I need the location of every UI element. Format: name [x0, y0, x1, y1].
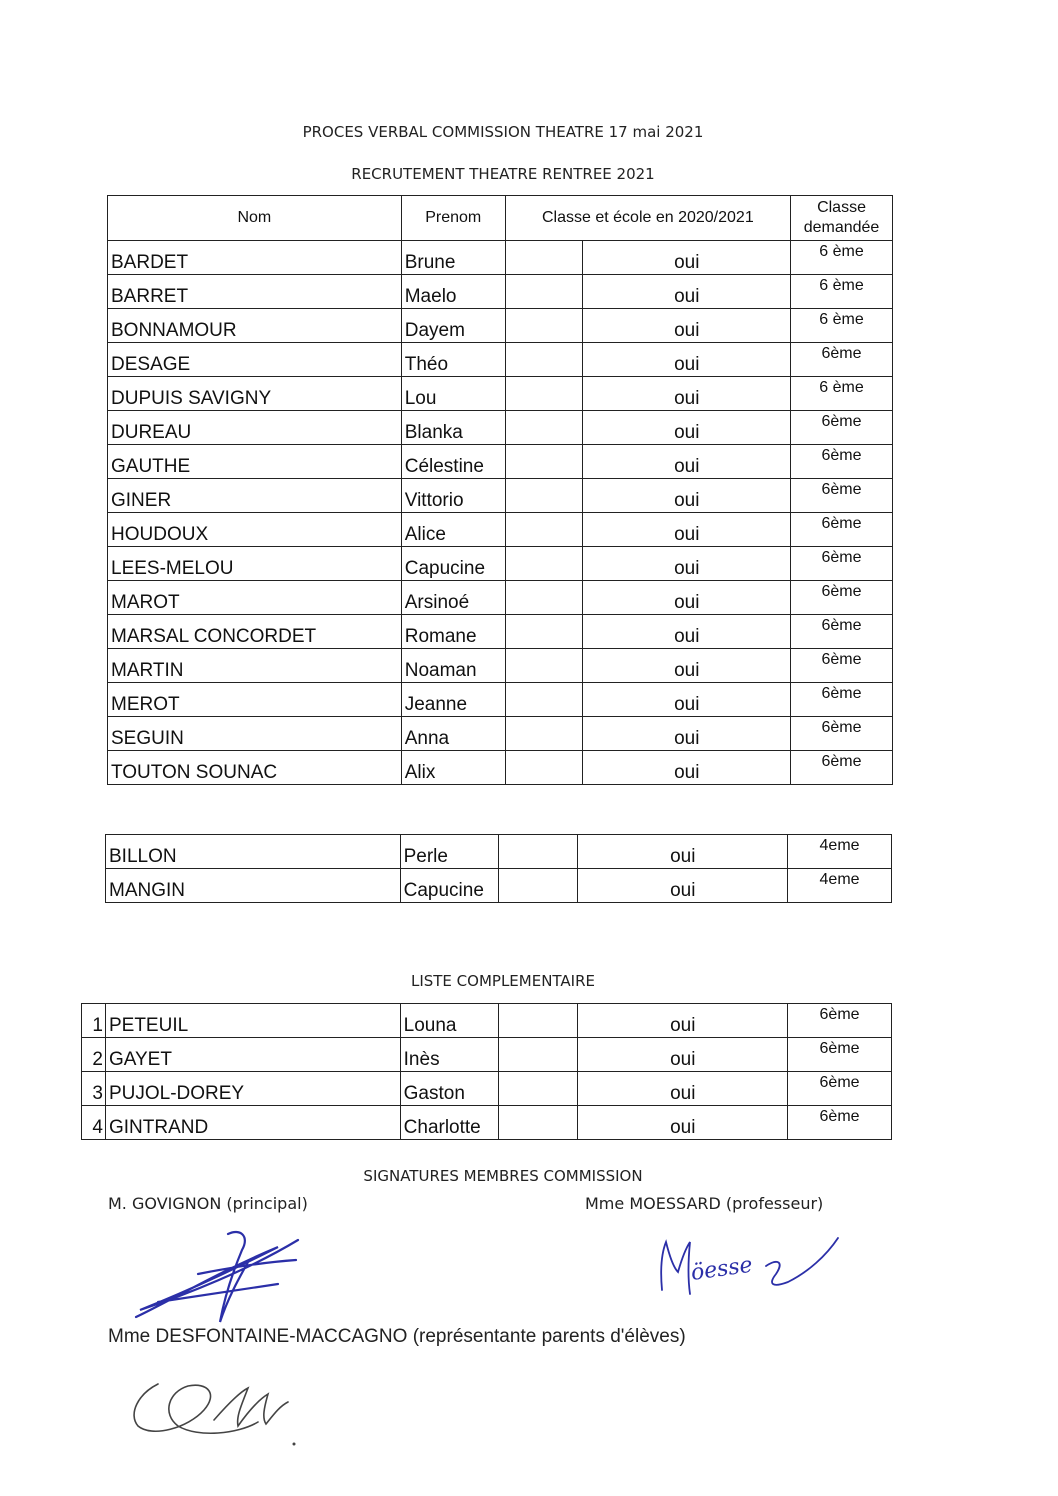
cell-nom: DESAGE: [108, 343, 402, 377]
cell-oui: oui: [583, 615, 791, 649]
cell-nom: TOUTON SOUNAC: [108, 751, 402, 785]
table-row: [108, 411, 893, 445]
cell-nom: BILLON: [106, 835, 401, 869]
table-row: [108, 377, 893, 411]
cell-classe-demandee: 6ème: [791, 547, 893, 581]
cell-nom: MARTIN: [108, 649, 402, 683]
cell-prenom: Perle: [400, 835, 498, 869]
table-row: [108, 649, 893, 683]
cell-classe-demandee: 6ème: [791, 615, 893, 649]
cell-ecole-blank: [505, 479, 583, 513]
header-classe-ecole: Classe et école en 2020/2021: [505, 196, 790, 241]
table-row: [108, 751, 893, 785]
cell-nom: GINER: [108, 479, 402, 513]
cell-oui: oui: [578, 835, 788, 869]
cell-oui: oui: [583, 683, 791, 717]
cell-oui: oui: [583, 411, 791, 445]
cell-ecole-blank: [498, 869, 578, 903]
cell-ecole-blank: [505, 241, 583, 275]
cell-prenom: Théo: [401, 343, 505, 377]
cell-oui: oui: [578, 1004, 788, 1038]
cell-classe-demandee: 6ème: [791, 479, 893, 513]
cell-classe-demandee: 6ème: [791, 513, 893, 547]
cell-ecole-blank: [505, 343, 583, 377]
cell-oui: oui: [583, 751, 791, 785]
cell-nom: BONNAMOUR: [108, 309, 402, 343]
cell-nom: MEROT: [108, 683, 402, 717]
cell-classe-demandee: 6 ème: [791, 309, 893, 343]
parents-signature: [118, 1364, 308, 1454]
row-number: 3: [82, 1072, 106, 1106]
table-row: [108, 241, 893, 275]
row-number: 2: [82, 1038, 106, 1072]
cell-nom: SEGUIN: [108, 717, 402, 751]
cell-oui: oui: [583, 513, 791, 547]
cell-ecole-blank: [505, 513, 583, 547]
cell-oui: oui: [578, 1106, 788, 1140]
cell-oui: oui: [583, 275, 791, 309]
row-number: 4: [82, 1106, 106, 1140]
table-row: [108, 717, 893, 751]
table-row: [108, 615, 893, 649]
cell-nom: DUPUIS SAVIGNY: [108, 377, 402, 411]
fourth-grade-table: [105, 834, 892, 903]
cell-oui: oui: [583, 377, 791, 411]
cell-oui: oui: [583, 547, 791, 581]
cell-ecole-blank: [505, 411, 583, 445]
table-row: [108, 547, 893, 581]
cell-oui: oui: [583, 717, 791, 751]
cell-prenom: Romane: [401, 615, 505, 649]
cell-oui: oui: [583, 343, 791, 377]
document-subtitle: RECRUTEMENT THEATRE RENTREE 2021: [351, 165, 655, 183]
cell-ecole-blank: [505, 377, 583, 411]
table-row: [108, 581, 893, 615]
table-row: [106, 869, 892, 903]
cell-ecole-blank: [505, 309, 583, 343]
header-classe-demandee: [791, 196, 893, 241]
cell-ecole-blank: [505, 751, 583, 785]
cell-nom: LEES-MELOU: [108, 547, 402, 581]
cell-oui: oui: [578, 1072, 788, 1106]
cell-classe-demandee: 4eme: [788, 869, 892, 903]
cell-prenom: Blanka: [401, 411, 505, 445]
complementary-table-body: [82, 1004, 892, 1140]
table-row: [106, 835, 892, 869]
cell-oui: oui: [583, 241, 791, 275]
table-row: [82, 1004, 892, 1038]
cell-classe-demandee: 6ème: [791, 683, 893, 717]
cell-prenom: Capucine: [401, 547, 505, 581]
cell-ecole-blank: [505, 615, 583, 649]
cell-classe-demandee: 6ème: [791, 411, 893, 445]
cell-oui: oui: [583, 581, 791, 615]
professeur-signature: [648, 1228, 848, 1308]
cell-oui: oui: [583, 649, 791, 683]
table-row: [108, 309, 893, 343]
cell-oui: oui: [578, 869, 788, 903]
cell-ecole-blank: [498, 835, 578, 869]
cell-nom: MARSAL CONCORDET: [108, 615, 402, 649]
cell-classe-demandee: 6ème: [788, 1106, 892, 1140]
moessard-handwriting: öesse: [689, 1252, 755, 1286]
cell-prenom: Alix: [401, 751, 505, 785]
cell-ecole-blank: [498, 1106, 578, 1140]
main-recruitment-table: [107, 195, 893, 785]
cell-ecole-blank: [498, 1038, 578, 1072]
cell-oui: oui: [583, 309, 791, 343]
professeur-label: Mme MOESSARD (professeur): [585, 1194, 824, 1213]
cell-prenom: Arsinoé: [401, 581, 505, 615]
cell-nom: PETEUIL: [105, 1004, 400, 1038]
cell-nom: MANGIN: [106, 869, 401, 903]
cell-prenom: Anna: [401, 717, 505, 751]
fourth-table-body: [106, 835, 892, 903]
complementary-table: [81, 1003, 892, 1140]
cell-classe-demandee: 6ème: [791, 649, 893, 683]
table-row: [108, 445, 893, 479]
cell-nom: DUREAU: [108, 411, 402, 445]
cell-oui: oui: [583, 445, 791, 479]
cell-nom: GINTRAND: [105, 1106, 400, 1140]
cell-prenom: Gaston: [400, 1072, 498, 1106]
row-number: 1: [82, 1004, 106, 1038]
table-row: [108, 343, 893, 377]
cell-ecole-blank: [505, 547, 583, 581]
cell-classe-demandee: 6 ème: [791, 241, 893, 275]
table-row: [108, 479, 893, 513]
principal-label: M. GOVIGNON (principal): [108, 1194, 308, 1213]
cell-classe-demandee: 6ème: [788, 1072, 892, 1106]
cell-ecole-blank: [505, 445, 583, 479]
header-nom: Nom: [108, 196, 402, 241]
main-table-body: [108, 241, 893, 785]
cell-classe-demandee: 6ème: [791, 343, 893, 377]
document-title: PROCES VERBAL COMMISSION THEATRE 17 mai 2021: [302, 123, 704, 141]
cell-classe-demandee: 6ème: [791, 751, 893, 785]
signatures-title: SIGNATURES MEMBRES COMMISSION: [363, 1167, 643, 1185]
header-prenom: Prenom: [401, 196, 505, 241]
cell-ecole-blank: [498, 1004, 578, 1038]
cell-prenom: Lou: [401, 377, 505, 411]
cell-prenom: Noaman: [401, 649, 505, 683]
table-row: [108, 275, 893, 309]
cell-oui: oui: [578, 1038, 788, 1072]
cell-prenom: Capucine: [400, 869, 498, 903]
cell-nom: PUJOL-DOREY: [105, 1072, 400, 1106]
cell-prenom: Maelo: [401, 275, 505, 309]
cell-prenom: Brune: [401, 241, 505, 275]
cell-prenom: Jeanne: [401, 683, 505, 717]
cell-ecole-blank: [505, 275, 583, 309]
cell-nom: BARDET: [108, 241, 402, 275]
complementary-list-title: LISTE COMPLEMENTAIRE: [410, 972, 596, 990]
table-row: [82, 1038, 892, 1072]
cell-nom: MAROT: [108, 581, 402, 615]
cell-ecole-blank: [505, 649, 583, 683]
cell-classe-demandee: 6ème: [791, 445, 893, 479]
cell-oui: oui: [583, 479, 791, 513]
cell-prenom: Célestine: [401, 445, 505, 479]
cell-ecole-blank: [498, 1072, 578, 1106]
parents-label: Mme DESFONTAINE-MACCAGNO (représentante parents d'élèves): [108, 1326, 686, 1347]
cell-nom: BARRET: [108, 275, 402, 309]
table-header-row: [108, 196, 893, 241]
cell-classe-demandee: 6ème: [788, 1038, 892, 1072]
cell-classe-demandee: 4eme: [788, 835, 892, 869]
cell-classe-demandee: 6 ème: [791, 275, 893, 309]
cell-prenom: Charlotte: [400, 1106, 498, 1140]
table-row: [82, 1106, 892, 1140]
principal-signature: [128, 1222, 318, 1332]
cell-nom: GAUTHE: [108, 445, 402, 479]
cell-classe-demandee: 6ème: [791, 581, 893, 615]
cell-nom: HOUDOUX: [108, 513, 402, 547]
cell-prenom: Inès: [400, 1038, 498, 1072]
table-row: [108, 683, 893, 717]
table-row: [108, 513, 893, 547]
cell-classe-demandee: 6ème: [788, 1004, 892, 1038]
cell-prenom: Alice: [401, 513, 505, 547]
cell-nom: GAYET: [105, 1038, 400, 1072]
cell-classe-demandee: 6ème: [791, 717, 893, 751]
cell-prenom: Dayem: [401, 309, 505, 343]
cell-ecole-blank: [505, 717, 583, 751]
cell-prenom: Louna: [400, 1004, 498, 1038]
header-classe-line1: Classe: [817, 199, 866, 216]
cell-classe-demandee: 6 ème: [791, 377, 893, 411]
cell-prenom: Vittorio: [401, 479, 505, 513]
header-classe-line2: demandée: [803, 219, 880, 236]
cell-ecole-blank: [505, 683, 583, 717]
table-row: [82, 1072, 892, 1106]
cell-ecole-blank: [505, 581, 583, 615]
